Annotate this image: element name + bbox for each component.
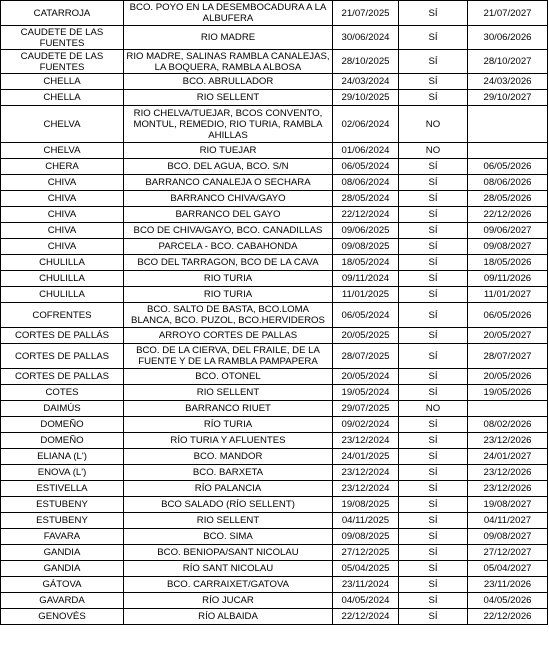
table-row (1, 609, 548, 625)
table-row (1, 255, 548, 271)
municipality-cell: DOMEÑO (1, 433, 124, 449)
municipality-cell: GANDIA (1, 545, 124, 561)
date-cell: 28/05/2024 (333, 191, 399, 207)
date-cell: 29/10/2025 (333, 90, 399, 106)
municipality-cell: GANDIA (1, 561, 124, 577)
table-row (1, 344, 548, 369)
table-row (1, 287, 548, 303)
status-cell: SÍ (399, 328, 468, 344)
date-cell: 23/12/2024 (333, 465, 399, 481)
status-cell: SÍ (399, 561, 468, 577)
table-row (1, 385, 548, 401)
date-cell: 09/11/2024 (333, 271, 399, 287)
watercourse-cell: BCO DE CHIVA/GAYO, BCO. CANADILLAS (124, 223, 333, 239)
expiry-date-cell: 22/12/2026 (468, 609, 548, 625)
municipality-cell: COTES (1, 385, 124, 401)
expiry-date-cell: 28/10/2027 (468, 50, 548, 74)
watercourse-cell: RIO MADRE, SALINAS RAMBLA CANALEJAS, LA BOQUERA, RAMBLA ALBOSA (124, 50, 333, 74)
status-cell: SÍ (399, 26, 468, 50)
expiry-date-cell (468, 106, 548, 143)
status-cell: SÍ (399, 465, 468, 481)
status-cell: SÍ (399, 481, 468, 497)
watercourse-cell: RIO SELLENT (124, 513, 333, 529)
municipality-cell: CHELVA (1, 106, 124, 143)
table-row (1, 497, 548, 513)
status-cell: SÍ (399, 433, 468, 449)
table-row (1, 207, 548, 223)
table-row (1, 561, 548, 577)
date-cell: 06/05/2024 (333, 159, 399, 175)
watercourse-cell: BCO. SALTO DE BASTA, BCO.LOMA BLANCA, BCO. PUZOL, BCO.HERVIDEROS (124, 303, 333, 328)
watercourse-cell: BCO. POYO EN LA DESEMBOCADURA A LA ALBUFERA (124, 1, 333, 26)
date-cell: 09/02/2024 (333, 417, 399, 433)
municipality-cell: CHERA (1, 159, 124, 175)
watercourse-cell: BCO. OTONEL (124, 369, 333, 385)
expiry-date-cell: 18/05/2026 (468, 255, 548, 271)
date-cell: 08/06/2024 (333, 175, 399, 191)
watercourse-cell: RIO MADRE (124, 26, 333, 50)
watercourse-cell: RIO SELLENT (124, 385, 333, 401)
watercourse-cell: BCO DEL TARRAGON, BCO DE LA CAVA (124, 255, 333, 271)
table-row (1, 223, 548, 239)
municipality-cell: FAVARA (1, 529, 124, 545)
watercourse-cell: RÍO JUCAR (124, 593, 333, 609)
watercourse-cell: BCO SALADO (RÍO SELLENT) (124, 497, 333, 513)
watercourse-cell: ARROYO CORTES DE PALLAS (124, 328, 333, 344)
expiry-date-cell: 24/01/2027 (468, 449, 548, 465)
date-cell: 23/12/2024 (333, 433, 399, 449)
expiry-date-cell: 21/07/2027 (468, 1, 548, 26)
date-cell: 24/03/2024 (333, 74, 399, 90)
table-row (1, 577, 548, 593)
municipality-cell: CHELLA (1, 90, 124, 106)
watercourse-cell: BARRANCO CANALEJA O SECHARA (124, 175, 333, 191)
table-row (1, 449, 548, 465)
status-cell: SÍ (399, 239, 468, 255)
watercourse-cell: BARRANCO RIUET (124, 401, 333, 417)
table-row (1, 159, 548, 175)
table-row (1, 271, 548, 287)
watercourse-cell: RÍO PALANCIA (124, 481, 333, 497)
date-cell: 19/05/2024 (333, 385, 399, 401)
table-row (1, 26, 548, 50)
municipality-cell: CHIVA (1, 239, 124, 255)
table-row (1, 513, 548, 529)
date-cell: 19/08/2025 (333, 497, 399, 513)
municipality-cell: DAIMÚS (1, 401, 124, 417)
watercourse-cell: BCO. BENIOPA/SANT NICOLAU (124, 545, 333, 561)
status-cell: SÍ (399, 159, 468, 175)
watercourse-cell: PARCELA - BCO. CABAHONDA (124, 239, 333, 255)
expiry-date-cell: 08/06/2026 (468, 175, 548, 191)
table-row (1, 369, 548, 385)
table-row (1, 433, 548, 449)
table-row (1, 593, 548, 609)
municipality-cell: ESTUBENY (1, 513, 124, 529)
status-cell: SÍ (399, 207, 468, 223)
expiry-date-cell: 23/12/2026 (468, 465, 548, 481)
expiry-date-cell: 09/08/2027 (468, 529, 548, 545)
watercourse-cell: RIO CHELVA/TUEJAR, BCOS CONVENTO, MONTUL, REMEDIO, RIO TURIA, RAMBLA AHILLAS (124, 106, 333, 143)
status-cell: SÍ (399, 271, 468, 287)
municipality-cell: CHIVA (1, 207, 124, 223)
status-cell: SÍ (399, 223, 468, 239)
date-cell: 09/06/2025 (333, 223, 399, 239)
watercourse-cell: RÍO SANT NICOLAU (124, 561, 333, 577)
watercourse-cell: BARRANCO DEL GAYO (124, 207, 333, 223)
expiry-date-cell: 23/12/2026 (468, 433, 548, 449)
date-cell: 22/12/2024 (333, 609, 399, 625)
watercourse-cell: BCO. DEL AGUA, BCO. S/N (124, 159, 333, 175)
municipality-cell: CHULILLA (1, 287, 124, 303)
date-cell: 21/07/2025 (333, 1, 399, 26)
municipality-cell: CORTES DE PALLAS (1, 344, 124, 369)
expiry-date-cell: 09/08/2027 (468, 239, 548, 255)
date-cell: 30/06/2024 (333, 26, 399, 50)
watercourse-cell: BCO. CARRAIXET/GATOVA (124, 577, 333, 593)
status-cell: SÍ (399, 50, 468, 74)
table-row (1, 303, 548, 328)
date-cell: 20/05/2025 (333, 328, 399, 344)
municipality-cell: COFRENTES (1, 303, 124, 328)
status-cell: SÍ (399, 513, 468, 529)
status-cell: SÍ (399, 577, 468, 593)
table-row (1, 465, 548, 481)
date-cell: 28/07/2025 (333, 344, 399, 369)
date-cell: 20/05/2024 (333, 369, 399, 385)
watercourse-cell: RIO TUEJAR (124, 143, 333, 159)
date-cell: 04/11/2025 (333, 513, 399, 529)
date-cell: 23/12/2024 (333, 481, 399, 497)
permits-table-body (1, 1, 548, 625)
status-cell: SÍ (399, 287, 468, 303)
status-cell: NO (399, 106, 468, 143)
municipality-cell: CHULILLA (1, 255, 124, 271)
municipality-cell: ENOVA (L') (1, 465, 124, 481)
watercourse-cell: BCO. MANDOR (124, 449, 333, 465)
expiry-date-cell: 23/12/2026 (468, 481, 548, 497)
municipality-cell: CORTES DE PALLAS (1, 369, 124, 385)
date-cell: 04/05/2024 (333, 593, 399, 609)
table-row (1, 143, 548, 159)
municipality-cell: ELIANA (L') (1, 449, 124, 465)
date-cell: 11/01/2025 (333, 287, 399, 303)
status-cell: SÍ (399, 90, 468, 106)
date-cell: 05/04/2025 (333, 561, 399, 577)
municipality-cell: GENOVÉS (1, 609, 124, 625)
expiry-date-cell: 11/01/2027 (468, 287, 548, 303)
table-row (1, 50, 548, 74)
date-cell: 23/11/2024 (333, 577, 399, 593)
watercourse-cell: RÍO ALBAIDA (124, 609, 333, 625)
status-cell: SÍ (399, 449, 468, 465)
status-cell: SÍ (399, 74, 468, 90)
date-cell: 24/01/2025 (333, 449, 399, 465)
expiry-date-cell: 09/06/2027 (468, 223, 548, 239)
date-cell: 22/12/2024 (333, 207, 399, 223)
date-cell: 02/06/2024 (333, 106, 399, 143)
expiry-date-cell: 20/05/2026 (468, 369, 548, 385)
expiry-date-cell (468, 401, 548, 417)
table-row (1, 90, 548, 106)
status-cell: SÍ (399, 385, 468, 401)
watercourse-cell: RIO TURIA (124, 271, 333, 287)
municipality-cell: DOMEÑO (1, 417, 124, 433)
municipality-cell: GAVARDA (1, 593, 124, 609)
status-cell: NO (399, 143, 468, 159)
watercourse-cell: BCO. SIMA (124, 529, 333, 545)
expiry-date-cell: 09/11/2026 (468, 271, 548, 287)
expiry-date-cell: 06/05/2026 (468, 159, 548, 175)
watercourse-cell: RIO SELLENT (124, 90, 333, 106)
status-cell: SÍ (399, 369, 468, 385)
table-row (1, 1, 548, 26)
watercourse-cell: RÍO TURIA (124, 417, 333, 433)
table-row (1, 401, 548, 417)
table-row (1, 529, 548, 545)
expiry-date-cell: 06/05/2026 (468, 303, 548, 328)
expiry-date-cell: 04/11/2027 (468, 513, 548, 529)
municipality-cell: CAUDETE DE LAS FUENTES (1, 26, 124, 50)
table-row (1, 106, 548, 143)
municipality-cell: CORTES DE PALLÁS (1, 328, 124, 344)
expiry-date-cell: 29/10/2027 (468, 90, 548, 106)
date-cell: 06/05/2024 (333, 303, 399, 328)
watercourse-cell: BCO. ABRULLADOR (124, 74, 333, 90)
expiry-date-cell: 04/05/2026 (468, 593, 548, 609)
expiry-date-cell: 05/04/2027 (468, 561, 548, 577)
date-cell: 09/08/2025 (333, 529, 399, 545)
municipality-cell: CAUDETE DE LAS FUENTES (1, 50, 124, 74)
watercourse-cell: BARRANCO CHIVA/GAYO (124, 191, 333, 207)
watercourse-cell: RIO TURIA (124, 287, 333, 303)
status-cell: SÍ (399, 191, 468, 207)
expiry-date-cell: 19/08/2027 (468, 497, 548, 513)
watercourse-cell: RÍO TURIA Y AFLUENTES (124, 433, 333, 449)
status-cell: SÍ (399, 175, 468, 191)
expiry-date-cell: 27/12/2027 (468, 545, 548, 561)
status-cell: SÍ (399, 303, 468, 328)
municipality-cell: CHIVA (1, 223, 124, 239)
status-cell: NO (399, 401, 468, 417)
expiry-date-cell: 22/12/2026 (468, 207, 548, 223)
status-cell: SÍ (399, 255, 468, 271)
municipality-cell: CHULILLA (1, 271, 124, 287)
table-row (1, 239, 548, 255)
expiry-date-cell: 20/05/2027 (468, 328, 548, 344)
municipality-cell: ESTIVELLA (1, 481, 124, 497)
table-row (1, 545, 548, 561)
watercourse-cell: BCO. BARXETA (124, 465, 333, 481)
municipality-cell: CHIVA (1, 191, 124, 207)
table-row (1, 191, 548, 207)
table-row (1, 481, 548, 497)
municipality-cell: CATARROJA (1, 1, 124, 26)
date-cell: 28/10/2025 (333, 50, 399, 74)
status-cell: SÍ (399, 593, 468, 609)
municipality-cell: GÁTOVA (1, 577, 124, 593)
status-cell: SÍ (399, 497, 468, 513)
municipality-cell: ESTUBENY (1, 497, 124, 513)
watercourse-cell: BCO. DE LA CIERVA, DEL FRAILE, DE LA FUENTE Y DE LA RAMBLA PAMPAPERA (124, 344, 333, 369)
table-row (1, 74, 548, 90)
expiry-date-cell: 19/05/2026 (468, 385, 548, 401)
status-cell: SÍ (399, 609, 468, 625)
status-cell: SÍ (399, 529, 468, 545)
expiry-date-cell: 08/02/2026 (468, 417, 548, 433)
expiry-date-cell: 28/07/2027 (468, 344, 548, 369)
table-row (1, 328, 548, 344)
expiry-date-cell: 28/05/2026 (468, 191, 548, 207)
municipality-cell: CHELLA (1, 74, 124, 90)
date-cell: 09/08/2025 (333, 239, 399, 255)
status-cell: SÍ (399, 545, 468, 561)
date-cell: 01/06/2024 (333, 143, 399, 159)
expiry-date-cell (468, 143, 548, 159)
table-row (1, 175, 548, 191)
table-row (1, 417, 548, 433)
status-cell: SÍ (399, 344, 468, 369)
expiry-date-cell: 23/11/2026 (468, 577, 548, 593)
expiry-date-cell: 30/06/2026 (468, 26, 548, 50)
status-cell: SÍ (399, 1, 468, 26)
date-cell: 27/12/2025 (333, 545, 399, 561)
date-cell: 29/07/2025 (333, 401, 399, 417)
municipality-cell: CHELVA (1, 143, 124, 159)
expiry-date-cell: 24/03/2026 (468, 74, 548, 90)
status-cell: SÍ (399, 417, 468, 433)
date-cell: 18/05/2024 (333, 255, 399, 271)
municipality-cell: CHIVA (1, 175, 124, 191)
